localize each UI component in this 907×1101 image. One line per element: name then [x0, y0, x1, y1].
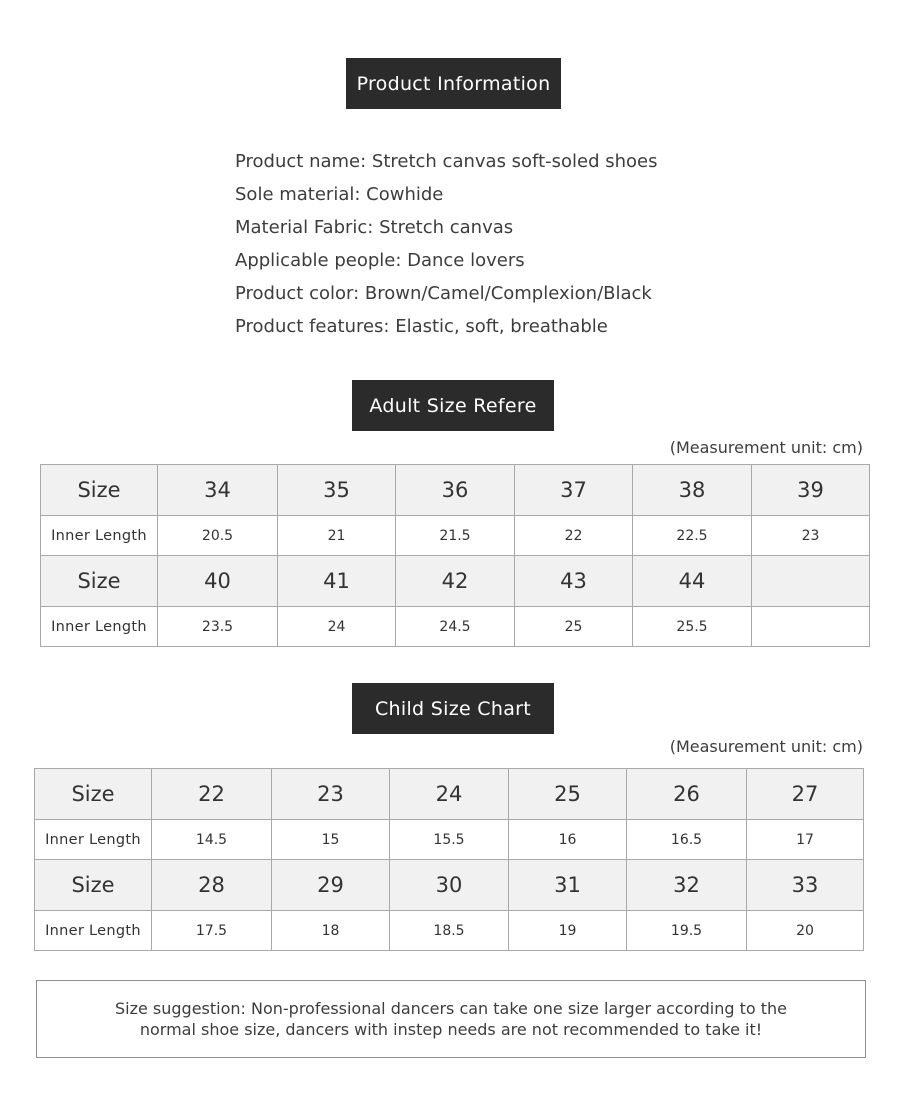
table-row	[41, 607, 870, 647]
size-cell-empty	[752, 556, 870, 607]
length-cell: 17.5	[152, 911, 272, 951]
length-cell: 15.5	[390, 820, 509, 860]
length-cell: 19.5	[627, 911, 747, 951]
length-cell: 21	[278, 516, 396, 556]
table-row	[35, 769, 864, 820]
table-row	[35, 911, 864, 951]
product-color-line: Product color: Brown/Camel/Complexion/Black	[235, 283, 652, 304]
size-cell: 35	[278, 465, 396, 516]
product-name-line: Product name: Stretch canvas soft-soled shoes	[235, 151, 658, 172]
length-cell: 23	[752, 516, 870, 556]
child-size-table	[34, 768, 864, 951]
table-row	[35, 820, 864, 860]
size-cell: 28	[152, 860, 272, 911]
length-cell: 25	[515, 607, 633, 647]
size-suggestion-text: Size suggestion: Non-professional dancers can take one size larger according to the normal shoe size, dancers with instep needs are not recommended to take it!	[114, 999, 788, 1039]
length-cell: 25.5	[633, 607, 752, 647]
length-cell: 20.5	[158, 516, 278, 556]
length-cell: 24.5	[396, 607, 515, 647]
adult-size-table	[40, 464, 870, 647]
size-cell: 30	[390, 860, 509, 911]
size-cell: 39	[752, 465, 870, 516]
size-label: Size	[41, 556, 158, 607]
length-cell: 16.5	[627, 820, 747, 860]
table-row	[35, 860, 864, 911]
size-label: Size	[35, 860, 152, 911]
length-cell: 24	[278, 607, 396, 647]
length-cell: 19	[509, 911, 627, 951]
size-cell: 40	[158, 556, 278, 607]
size-cell: 33	[747, 860, 864, 911]
size-cell: 29	[272, 860, 390, 911]
size-cell: 32	[627, 860, 747, 911]
length-cell: 14.5	[152, 820, 272, 860]
size-cell: 23	[272, 769, 390, 820]
product-information-title: Product Information	[346, 58, 561, 109]
material-fabric-line: Material Fabric: Stretch canvas	[235, 217, 514, 238]
size-cell: 41	[278, 556, 396, 607]
size-cell: 43	[515, 556, 633, 607]
size-suggestion-box	[36, 980, 866, 1058]
size-cell: 44	[633, 556, 752, 607]
table-row	[41, 516, 870, 556]
adult-unit-note: (Measurement unit: cm)	[669, 438, 863, 457]
size-cell: 27	[747, 769, 864, 820]
size-cell: 25	[509, 769, 627, 820]
size-cell: 24	[390, 769, 509, 820]
product-features-line: Product features: Elastic, soft, breathable	[235, 316, 608, 337]
sole-material-line: Sole material: Cowhide	[235, 184, 444, 205]
length-cell: 22.5	[633, 516, 752, 556]
size-cell: 42	[396, 556, 515, 607]
child-unit-note: (Measurement unit: cm)	[669, 737, 863, 756]
size-label: Size	[35, 769, 152, 820]
size-cell: 34	[158, 465, 278, 516]
length-cell: 23.5	[158, 607, 278, 647]
length-cell: 16	[509, 820, 627, 860]
table-row	[41, 465, 870, 516]
length-cell: 15	[272, 820, 390, 860]
inner-length-label: Inner Length	[41, 516, 158, 556]
size-cell: 26	[627, 769, 747, 820]
length-cell: 22	[515, 516, 633, 556]
size-cell: 37	[515, 465, 633, 516]
length-cell: 18	[272, 911, 390, 951]
length-cell: 21.5	[396, 516, 515, 556]
length-cell-empty	[752, 607, 870, 647]
length-cell: 20	[747, 911, 864, 951]
inner-length-label: Inner Length	[35, 820, 152, 860]
length-cell: 18.5	[390, 911, 509, 951]
product-info-list	[235, 145, 658, 343]
inner-length-label: Inner Length	[35, 911, 152, 951]
length-cell: 17	[747, 820, 864, 860]
size-cell: 38	[633, 465, 752, 516]
size-cell: 31	[509, 860, 627, 911]
size-cell: 22	[152, 769, 272, 820]
applicable-people-line: Applicable people: Dance lovers	[235, 250, 525, 271]
table-row	[41, 556, 870, 607]
size-cell: 36	[396, 465, 515, 516]
child-size-title: Child Size Chart	[352, 683, 554, 734]
inner-length-label: Inner Length	[41, 607, 158, 647]
adult-size-title: Adult Size Refere	[352, 380, 554, 431]
size-label: Size	[41, 465, 158, 516]
